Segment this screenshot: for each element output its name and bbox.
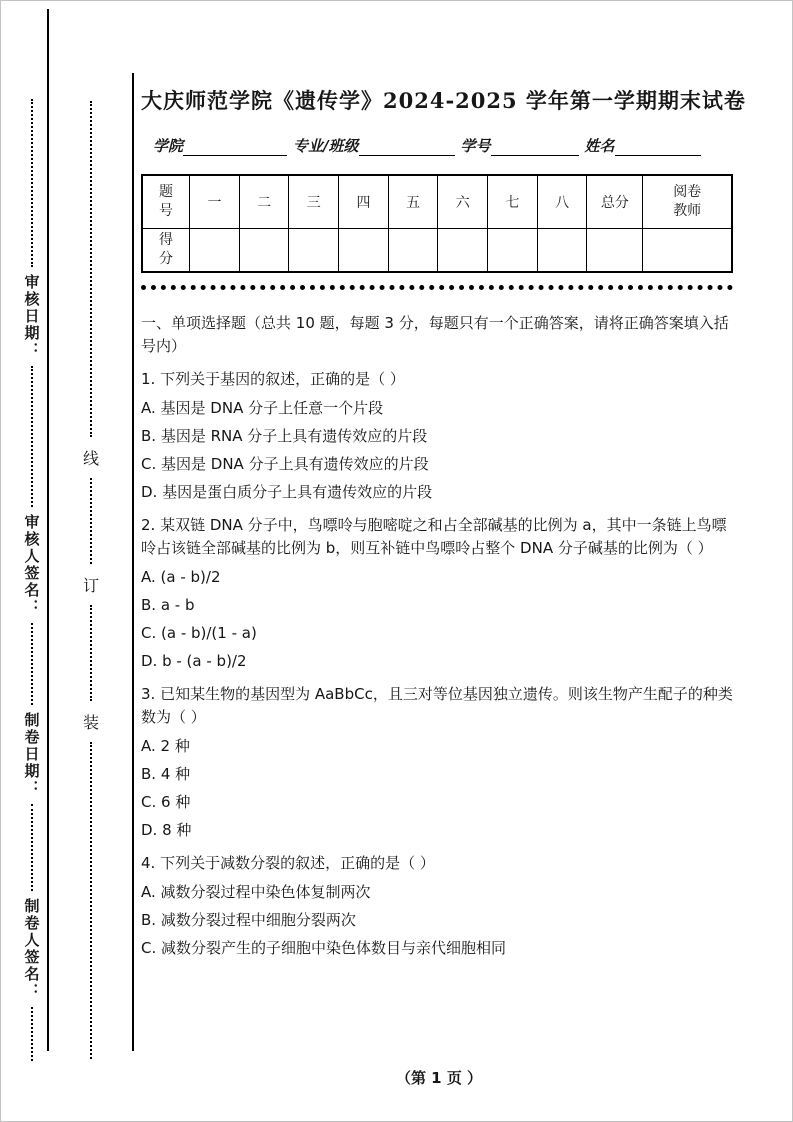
binding-char: 订 — [82, 576, 99, 596]
option-line: D. 8 种 — [141, 821, 192, 839]
major-class-field — [293, 135, 454, 156]
total-score-cell — [587, 229, 643, 273]
score-cell — [190, 229, 240, 273]
dotted-line — [90, 101, 92, 437]
grader-label: 阅卷教师 — [673, 184, 702, 219]
score-cell — [438, 229, 488, 273]
college-label: 学院 — [153, 137, 184, 155]
option-line: A. 基因是 DNA 分子上任意一个片段 — [141, 399, 384, 417]
seal-rule-right — [132, 73, 134, 1051]
score-cell — [488, 229, 538, 273]
score-cell — [339, 229, 389, 273]
question-block — [141, 368, 735, 504]
review-date-label: 审核日期： — [22, 274, 41, 360]
option-line: D. b - (a - b)/2 — [141, 652, 247, 670]
question-stem: 4. 下列关于减数分裂的叙述，正确的是（ ） — [141, 854, 435, 872]
corner-cell — [142, 175, 190, 229]
option-line: B. 基因是 RNA 分子上具有遗传效应的片段 — [141, 427, 428, 445]
name-blank[interactable] — [615, 138, 701, 156]
column-header-cell: 六 — [438, 175, 488, 229]
thick-dotted-separator — [141, 285, 733, 290]
option-line: B. 4 种 — [141, 765, 191, 783]
question-stem: 3. 已知某生物的基因型为 AaBbCc，且三对等位基因独立遗传。则该生物产生配子的种类数为（ ） — [141, 685, 733, 726]
dotted-line — [90, 478, 92, 564]
question-stem: 2. 某双链 DNA 分子中，鸟嘌呤与胞嘧啶之和占全部碱基的比例为 a，其中一条链上鸟嘌呤占该链全部碱基的比例为 b，则互补链中鸟嘌呤占整个 DNA 分子碱基的比例为（ ） — [141, 516, 727, 557]
option-line: B. a - b — [141, 596, 195, 614]
page-footer: （第 1 页 ） — [395, 1069, 483, 1087]
section-intro: 一、单项选择题（总共 10 题，每题 3 分，每题只有一个正确答案，请将正确答案填入括号内） — [141, 314, 729, 355]
paper-date-label: 制卷日期： — [22, 711, 41, 797]
student-id-blank[interactable] — [491, 138, 579, 156]
dotted-line — [31, 804, 33, 891]
score-row-label-cell — [142, 229, 190, 273]
column-header-cell: 三 — [289, 175, 339, 229]
binding-char: 装 — [82, 713, 99, 733]
dotted-line — [90, 605, 92, 701]
option-line: A. (a - b)/2 — [141, 568, 221, 586]
reviewer-signature-label: 审核人签名： — [22, 514, 41, 617]
option-line: C. 减数分裂产生的子细胞中染色体数目与亲代细胞相同 — [141, 939, 507, 957]
option-line: C. 基因是 DNA 分子上具有遗传效应的片段 — [141, 455, 429, 473]
exam-body — [141, 85, 746, 965]
college-field — [153, 135, 287, 156]
grader-cell — [643, 229, 732, 273]
option-line: A. 减数分裂过程中染色体复制两次 — [141, 883, 371, 901]
score-cell — [239, 229, 289, 273]
grader-header-cell — [643, 175, 732, 229]
exam-title: 大庆师范学院《遗传学》2024-2025 学年第一学期期末试卷 — [141, 88, 746, 113]
college-blank[interactable] — [183, 138, 287, 156]
column-header-cell: 二 — [239, 175, 289, 229]
dotted-line — [31, 1007, 33, 1061]
total-score-header-cell: 总分 — [587, 175, 643, 229]
score-label: 得分 — [159, 232, 174, 267]
column-header-cell: 七 — [488, 175, 538, 229]
score-table — [141, 174, 733, 273]
option-line: C. 6 种 — [141, 793, 191, 811]
question-number-label: 题号 — [159, 184, 174, 219]
dotted-line — [31, 366, 33, 507]
option-line: D. 基因是蛋白质分子上具有遗传效应的片段 — [141, 483, 433, 501]
student-id-label: 学号 — [460, 137, 491, 155]
column-header-cell: 一 — [190, 175, 240, 229]
dotted-line — [90, 742, 92, 1059]
name-label: 姓名 — [584, 137, 615, 155]
dotted-line — [31, 623, 33, 704]
seal-rule-left — [47, 9, 49, 1051]
student-id-field — [461, 135, 579, 156]
paper-maker-signature-label: 制卷人签名： — [22, 897, 41, 1000]
question-block — [141, 683, 735, 842]
question-stem: 1. 下列关于基因的叙述，正确的是（ ） — [141, 370, 405, 388]
binding-line-column — [79, 101, 103, 1059]
column-header-cell: 八 — [537, 175, 587, 229]
question-section — [141, 312, 735, 960]
major-class-blank[interactable] — [359, 138, 455, 156]
student-info-row — [143, 135, 735, 156]
option-line: A. 2 种 — [141, 737, 190, 755]
column-header-cell: 四 — [339, 175, 389, 229]
score-cell — [537, 229, 587, 273]
score-cell — [289, 229, 339, 273]
name-field — [585, 135, 701, 156]
question-block — [141, 852, 735, 960]
major-class-label: 专业/班级 — [293, 137, 359, 155]
binding-char: 线 — [82, 448, 99, 468]
option-line: C. (a - b)/(1 - a) — [141, 624, 257, 642]
column-header-cell: 五 — [388, 175, 438, 229]
option-line: B. 减数分裂过程中细胞分裂两次 — [141, 911, 356, 929]
seal-margin-column — [19, 99, 45, 1061]
score-cell — [388, 229, 438, 273]
dotted-line — [31, 99, 33, 267]
question-block — [141, 514, 735, 673]
